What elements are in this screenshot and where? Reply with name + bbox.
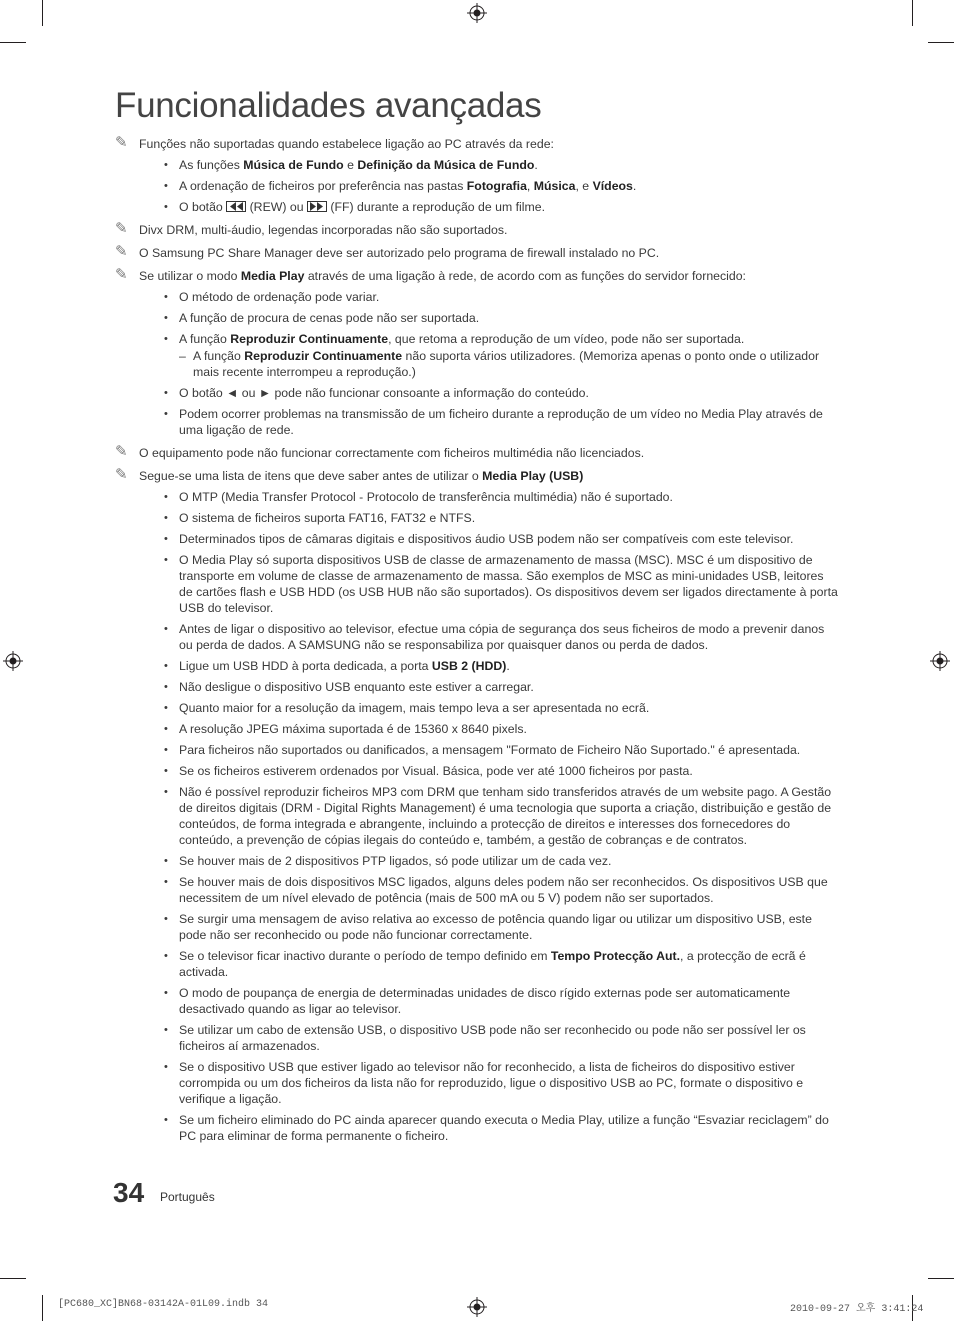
list-item: • Se um ficheiro eliminado do PC ainda aparecer quando executa o Media Play, utilize a função “Esvaziar reciclagem” do PC para eliminar de forma permanente o ficheiro. (164, 1113, 829, 1143)
crop-mark (912, 0, 913, 26)
crosshair-icon (3, 651, 23, 671)
list-item: • Se o dispositivo USB que estiver ligado ao televisor não for reconhecido, a lista de ficheiros do dispositivo estiver corrompida ou um dos ficheiros da lista não for reproduzido, ligue o dispositivo USB ao PC, formate o dispositivo e verifique a ligação. (164, 1060, 804, 1106)
list-item: • O método de ordenação pode variar. (164, 290, 380, 304)
bullet-list (139, 489, 840, 1144)
pencil-icon: ✎ (115, 220, 128, 237)
list-item: • O Media Play só suporta dispositivos USB de classe de armazenamento de massa (MSC). MSC é um dispositivo de transporte em volume de classe de armazenamento de massa. São exemplos de MSC as mini-unidades USB, leitores de cartões flash e USB HDD (os USB HUB não são suportados). Os dispositivos devem ser ligados directamente à porta USB do televisor. (164, 553, 838, 615)
list-item: • A função de procura de cenas pode não ser suportada. (164, 311, 480, 325)
bullet-list (139, 385, 840, 438)
note: ✎ O equipamento pode não funcionar correctamente com ficheiros multimédia não licenciados. (115, 443, 645, 460)
note: ✎ Funções não suportadas quando estabelece ligação ao PC através da rede: • As funções Música de Fundo e Definição da Música de Fundo. • A ordenação de ficheiros por preferência nas pastas Fotografia, Música, e Vídeos. • O botão (REW) ou (FF) durante a reprodução de um filme. (115, 136, 840, 215)
footer-file-info: [PC680_XC]BN68-03142A-01L09.indb 34 (58, 1299, 269, 1310)
list-item: • Se houver mais de 2 dispositivos PTP ligados, só pode utilizar um de cada vez. (164, 854, 612, 868)
footer-date: 2010-09-27 오후 3:41:24 (790, 1304, 924, 1315)
list-item: • Se os ficheiros estiverem ordenados por Visual. Básica, pode ver até 1000 ficheiros por pasta. (164, 764, 693, 778)
list-item: • Se houver mais de dois dispositivos MSC ligados, alguns deles podem não ser reconhecidos. Os dispositivos USB que necessitem de um nível elevado de potência (mais de 500 mA ou 5 V) podem não ser suportados. (164, 875, 828, 905)
note: ✎ Se utilizar o modo Media Play através de uma ligação à rede, de acordo com as funções do servidor fornecido: • O método de ordenação pode variar. • A função de procura de cenas pode não ser suportada. • A função Reproduzir Continuamente, que retoma a reprodução de um vídeo, pode não ser suportada. – A função Reproduzir Continuamente não suporta vários utilizadores. (Memoriza apenas o ponto onde o utilizador mais recente interrompeu a reprodução.) • O botão ◄ ou ► pode não funcionar consoante a informação do conteúdo. • Podem ocorrer problemas na transmissão de um ficheiro durante a reprodução de um vídeo no Media Play através de uma ligação de rede. (115, 268, 840, 438)
list-item: • O botão ◄ ou ► pode não funcionar consoante a informação do conteúdo. (164, 386, 589, 400)
pencil-icon: ✎ (115, 266, 128, 283)
rewind-icon (226, 201, 246, 212)
list-item: • Não é possível reproduzir ficheiros MP3 com DRM que tenham sido transferidos através de um website pago. A Gestão de direitos digitais (DRM - Digital Rights Management) é uma tecnologia que suporta a criação, distribuição e gestão de conteúdos, de forma integrada e abrangente, incluindo a protecção de direitos e interesses dos fornecedores do conteúdo, a prevenção de cópias ilegais do conteúdo e, também, a gestão de cobranças e de contratos. (164, 785, 832, 847)
list-item: • O botão (REW) ou (FF) durante a reprodução de um filme. (164, 200, 546, 214)
list-item: • Podem ocorrer problemas na transmissão de um ficheiro durante a reprodução de um vídeo no Media Play através de uma ligação de rede. (164, 407, 823, 437)
crop-mark (0, 42, 26, 43)
crop-mark (928, 1278, 954, 1279)
pencil-icon: ✎ (115, 243, 128, 260)
list-item: • Não desligue o dispositivo USB enquanto este estiver a carregar. (164, 680, 534, 694)
crop-mark (928, 42, 954, 43)
list-item: • Quanto maior for a resolução da imagem, mais tempo leva a ser apresentada no ecrã. (164, 701, 650, 715)
list-item: • Se utilizar um cabo de extensão USB, o dispositivo USB pode não ser reconhecido ou pode não ser possível ler os ficheiros aí armazenados. (164, 1023, 806, 1053)
bullet-list (139, 157, 840, 215)
note: ✎ Segue-se uma lista de itens que deve saber antes de utilizar o Media Play (USB) • O MTP (Media Transfer Protocol - Protocolo de transferência multimédia) não é suportado. • O sistema de ficheiros suporta FAT16, FAT32 e NTFS. • Determinados tipos de câmaras digitais e dispositivos áudio USB podem não ser compatíveis com este televisor. • O Media Play só suporta dispositivos USB de classe de armazenamento de massa (MSC). MSC é um dispositivo de transporte em volume de classe de armazenamento de massa. São exemplos de MSC as mini-unidades USB, leitores de cartões flash e USB HDD (os USB HUB não são suportados). Os dispositivos devem ser ligados directamente à porta USB do televisor. • Antes de ligar o dispositivo ao televisor, efectue uma cópia de segurança dos seus ficheiros de modo a prevenir danos ou perda de dados. A SAMSUNG não se responsabiliza por quaisquer danos ou perda de dados. • Ligue um USB HDD à porta dedicada, a porta USB 2 (HDD). • Não desligue o dispositivo USB enquanto este estiver a carregar. • Quanto maior for a resolução da imagem, mais tempo leva a ser apresentada no ecrã. • A resolução JPEG máxima suportada é de 15360 x 8640 pixels. • Para ficheiros não suportados ou danificados, a mensagem "Formato de Ficheiro Não Suportado." é apresentada. • Se os ficheiros estiverem ordenados por Visual. Básica, pode ver até 1000 ficheiros por pasta. • Não é possível reproduzir ficheiros MP3 com DRM que tenham sido transferidos através de um website pago. A Gestão de direitos digitais (DRM - Digital Rights Management) é uma tecnologia que suporta a criação, distribuição e gestão de conteúdos, de forma integrada e abrangente, incluindo a protecção de direitos e interesses dos fornecedores do conteúdo, a prevenção de cópias ilegais do conteúdo e, também, a gestão de cobranças e de contratos. • Se houver mais de 2 dispositivos PTP ligados, só pode utilizar um de cada vez. • Se houver mais de dois dispositivos MSC ligados, alguns deles podem não ser reconhecidos. Os dispositivos USB que necessitem de um nível elevado de potência (mais de 500 mA ou 5 V) podem não ser suportados. • Se surgir uma mensagem de aviso relativa ao excesso de potência quando ligar ou utilizar um dispositivo USB, este pode não ser reconhecido ou pode não funcionar correctamente. • Se o televisor ficar inactivo durante o período de tempo definido em Tempo Protecção Aut., a protecção de ecrã é activada. • O modo de poupança de energia de determinadas unidades de disco rígido externas pode ser automaticamente desactivado quando as ligar ao televisor. • Se utilizar um cabo de extensão USB, o dispositivo USB pode não ser reconhecido ou pode não ser possível ler os ficheiros aí armazenados. • Se o dispositivo USB que estiver ligado ao televisor não for reconhecido, a lista de ficheiros do dispositivo estiver corrompida ou um dos ficheiros da lista não for reproduzido, ligue o dispositivo USB ao PC, formate o dispositivo e verifique a ligação. • Se um ficheiro eliminado do PC ainda aparecer quando executa o Media Play, utilize a função “Esvaziar reciclagem” do PC para eliminar de forma permanente o ficheiro. (115, 468, 840, 1144)
crosshair-icon (467, 3, 487, 23)
crosshair-icon (467, 1297, 487, 1317)
page-language: Português (160, 1190, 215, 1204)
main-content (115, 136, 840, 1144)
pencil-icon: ✎ (115, 443, 128, 460)
crosshair-icon (930, 651, 950, 671)
crop-mark (42, 1295, 43, 1321)
list-item: • As funções Música de Fundo e Definição da Música de Fundo. (164, 158, 538, 172)
list-item: • A ordenação de ficheiros por preferência nas pastas Fotografia, Música, e Vídeos. (164, 179, 637, 193)
list-item: • A resolução JPEG máxima suportada é de 15360 x 8640 pixels. (164, 722, 527, 736)
list-item: • O MTP (Media Transfer Protocol - Protocolo de transferência multimédia) não é suportado. (164, 490, 673, 504)
pencil-icon: ✎ (115, 466, 128, 483)
bullet-list (139, 289, 840, 347)
list-item: • Determinados tipos de câmaras digitais e dispositivos áudio USB podem não ser compatíveis com este televisor. (164, 532, 794, 546)
list-item: • Se surgir uma mensagem de aviso relativa ao excesso de potência quando ligar ou utilizar um dispositivo USB, este pode não ser reconhecido ou pode não funcionar correctamente. (164, 912, 812, 942)
sub-list-item: – A função Reproduzir Continuamente não suporta vários utilizadores. (Memoriza apenas o ponto onde o utilizador mais recente interrompeu a reprodução.) (179, 349, 820, 379)
page-title: Funcionalidades avançadas (115, 86, 542, 125)
list-item: • O sistema de ficheiros suporta FAT16, FAT32 e NTFS. (164, 511, 476, 525)
note: ✎ Divx DRM, multi-áudio, legendas incorporadas não são suportados. (115, 220, 508, 237)
crop-mark (0, 1278, 26, 1279)
list-item: • O modo de poupança de energia de determinadas unidades de disco rígido externas pode ser automaticamente desactivado quando as ligar ao televisor. (164, 986, 791, 1016)
fast-forward-icon (307, 201, 327, 212)
page-number: 34 (113, 1177, 145, 1208)
list-item: • Para ficheiros não suportados ou danificados, a mensagem "Formato de Ficheiro Não Suportado." é apresentada. (164, 743, 801, 757)
list-item: • Antes de ligar o dispositivo ao televisor, efectue uma cópia de segurança dos seus ficheiros de modo a prevenir danos ou perda de dados. A SAMSUNG não se responsabiliza por quaisquer danos ou perda de dados. (164, 622, 825, 652)
list-item: • Ligue um USB HDD à porta dedicada, a porta USB 2 (HDD). (164, 659, 510, 673)
note: ✎ O Samsung PC Share Manager deve ser autorizado pelo programa de firewall instalado no PC. (115, 243, 660, 260)
pencil-icon: ✎ (115, 134, 128, 151)
crop-mark (42, 0, 43, 26)
list-item: • A função Reproduzir Continuamente, que retoma a reprodução de um vídeo, pode não ser suportada. (164, 332, 745, 346)
list-item: • Se o televisor ficar inactivo durante o período de tempo definido em Tempo Protecção Aut., a protecção de ecrã é activada. (164, 949, 806, 979)
